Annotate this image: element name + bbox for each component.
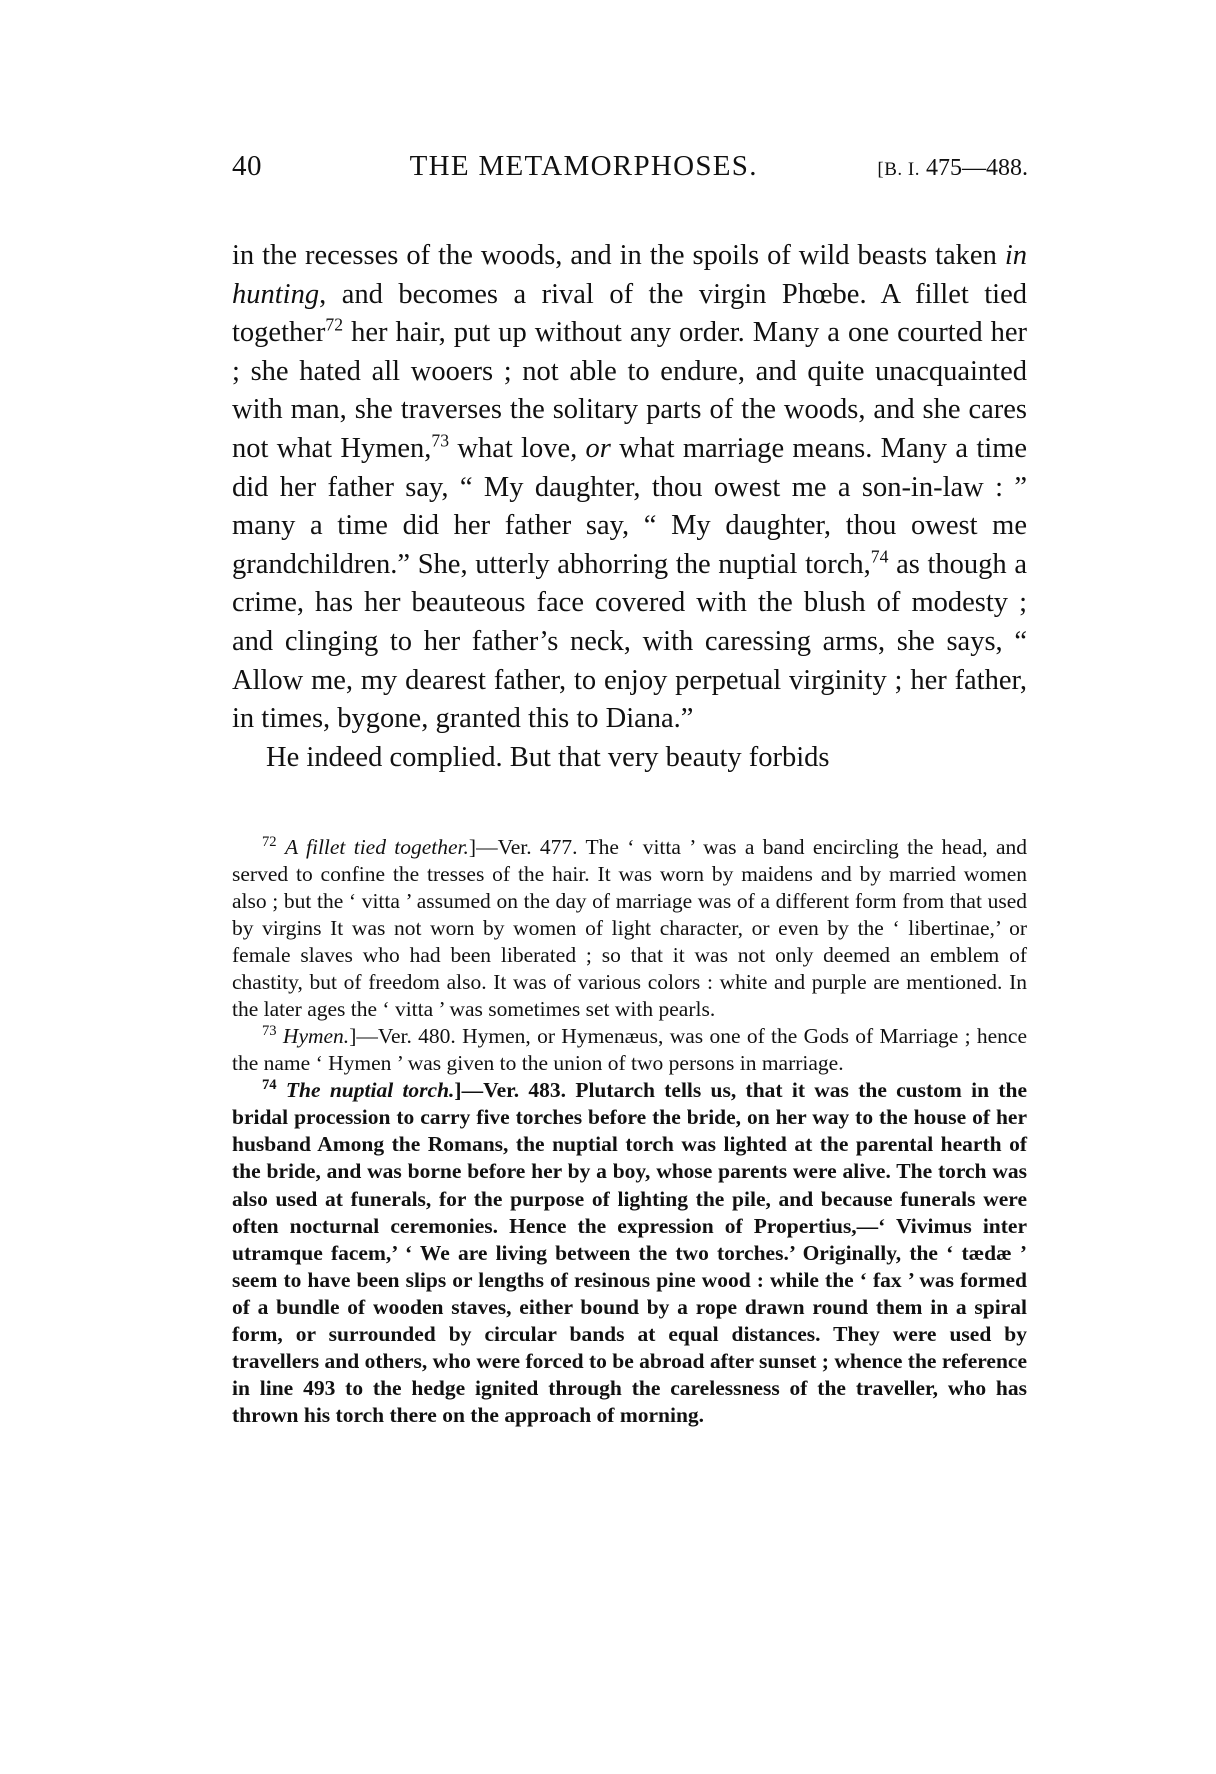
paragraph-2: He indeed complied. But that very beauty forbids xyxy=(266,741,830,773)
footnote-text-74: ]—Ver. 483. Plutarch tells us, that it was the custom in the bridal procession to carry five torches before the bride, on her way to the house of her husband Among the Romans, the nuptial torch was lighted at the parental hearth of the bride, and was borne before her by a boy, whose parents were alive. The torch was also used at funerals, for the purpose of lighting the pile, and because funerals were often nocturnal ceremonies. Hence the expression of Propertius,—‘ Vivimus inter utramque facem,’ ‘ We are living between the two torches.’ Originally, the ‘ tædæ ’ seem to have been slips or lengths of resinous pine wood : while the ‘ fax ’ was formed of a bundle of wooden staves, either bound by a rope drawn round them in a spiral form, or surrounded by circular bands at equal distances. They were used by travellers and others, who were forced to be abroad after sunset ; whence the reference in line 493 to the hedge ignited through the carelessness of the traveller, who has thrown his torch there on the approach of morning. xyxy=(232,1078,1027,1428)
para1-seg5: what marriage means. Many a time did her father say, “ My daughter, thou owest me a son-in-law : ” many a time did her father say, “ My daughter, thou owest me grandchildren.” She, utterly abhorring the nuptial torch, xyxy=(232,433,1028,580)
book-label: [B. I. xyxy=(877,159,920,180)
footnote-title-74: The nuptial torch. xyxy=(285,1078,455,1103)
page-number: 40 xyxy=(232,150,262,182)
para1-italic-hunting: in hunting xyxy=(232,240,1027,310)
footnote-ref-73[interactable]: 73 xyxy=(431,430,450,451)
footnote-title-72: A fillet tied together. xyxy=(284,834,469,859)
footnote-marker-74: 74 xyxy=(262,1077,277,1094)
para1-seg1: in the recesses of the woods, and in the spoils of wild beasts taken xyxy=(232,240,1005,271)
verse-numbers: 475—488. xyxy=(926,155,1028,181)
verse-range xyxy=(877,155,1028,182)
footnote-text-72: ]—Ver. 477. The ‘ vitta ’ was a band encircling the head, and served to confine the tresses of the hair. It was worn by maidens and by married women also ; but the ‘ vitta ’ assumed on the day of marriage was of a different form from that used by virgins It was not worn by women of light character, or even by the ‘ libertinae,’ or female slaves who had been liberated ; so that it was not only deemed an emblem of chastity, but of freedom also. It was of various colors : white and purple are mentioned. In the later ages the ‘ vitta ’ was sometimes set with pearls. xyxy=(232,834,1027,1021)
footnote-title-73: Hymen. xyxy=(282,1024,350,1049)
body-text xyxy=(232,237,1027,778)
page-header xyxy=(232,150,1028,183)
running-title: THE METAMORPHOSES. xyxy=(409,150,758,182)
footnote-72 xyxy=(232,834,1027,1024)
footnote-ref-74[interactable]: 74 xyxy=(870,546,889,567)
para1-seg3: her hair, put up without any order. Many a one courted her ; she hated all wooers ; not able to endure, and quite unacquainted with man, she traverses the solitary parts of the woods, and she cares not what Hymen, xyxy=(232,317,1027,465)
footnote-74 xyxy=(232,1077,1027,1429)
footnote-73 xyxy=(232,1023,1027,1077)
footnote-ref-72[interactable]: 72 xyxy=(325,314,344,335)
para1-seg4: what love, xyxy=(449,433,586,465)
para1-italic-or: or xyxy=(585,433,611,465)
footnote-marker-73: 73 xyxy=(262,1022,277,1039)
footnote-marker-72: 72 xyxy=(262,833,277,850)
para1-seg2: , and becomes a rival of the virgin Phœbe. A fillet tied together xyxy=(232,278,1027,349)
footnote-text-73: ]—Ver. 480. Hymen, or Hymenæus, was one of the Gods of Marriage ; hence the name ‘ Hymen ’ was given to the union of two persons in marriage. xyxy=(232,1024,1028,1076)
para1-seg6: as though a crime, has her beauteous face covered with the blush of modesty ; and clinging to her father’s neck, with caressing arms, she says, “ Allow me, my dearest father, to enjoy perpetual virginity ; her father, in times, bygone, granted this to Diana.” xyxy=(232,548,1027,735)
footnotes xyxy=(232,834,1027,1430)
paragraph-1 xyxy=(232,237,1027,739)
